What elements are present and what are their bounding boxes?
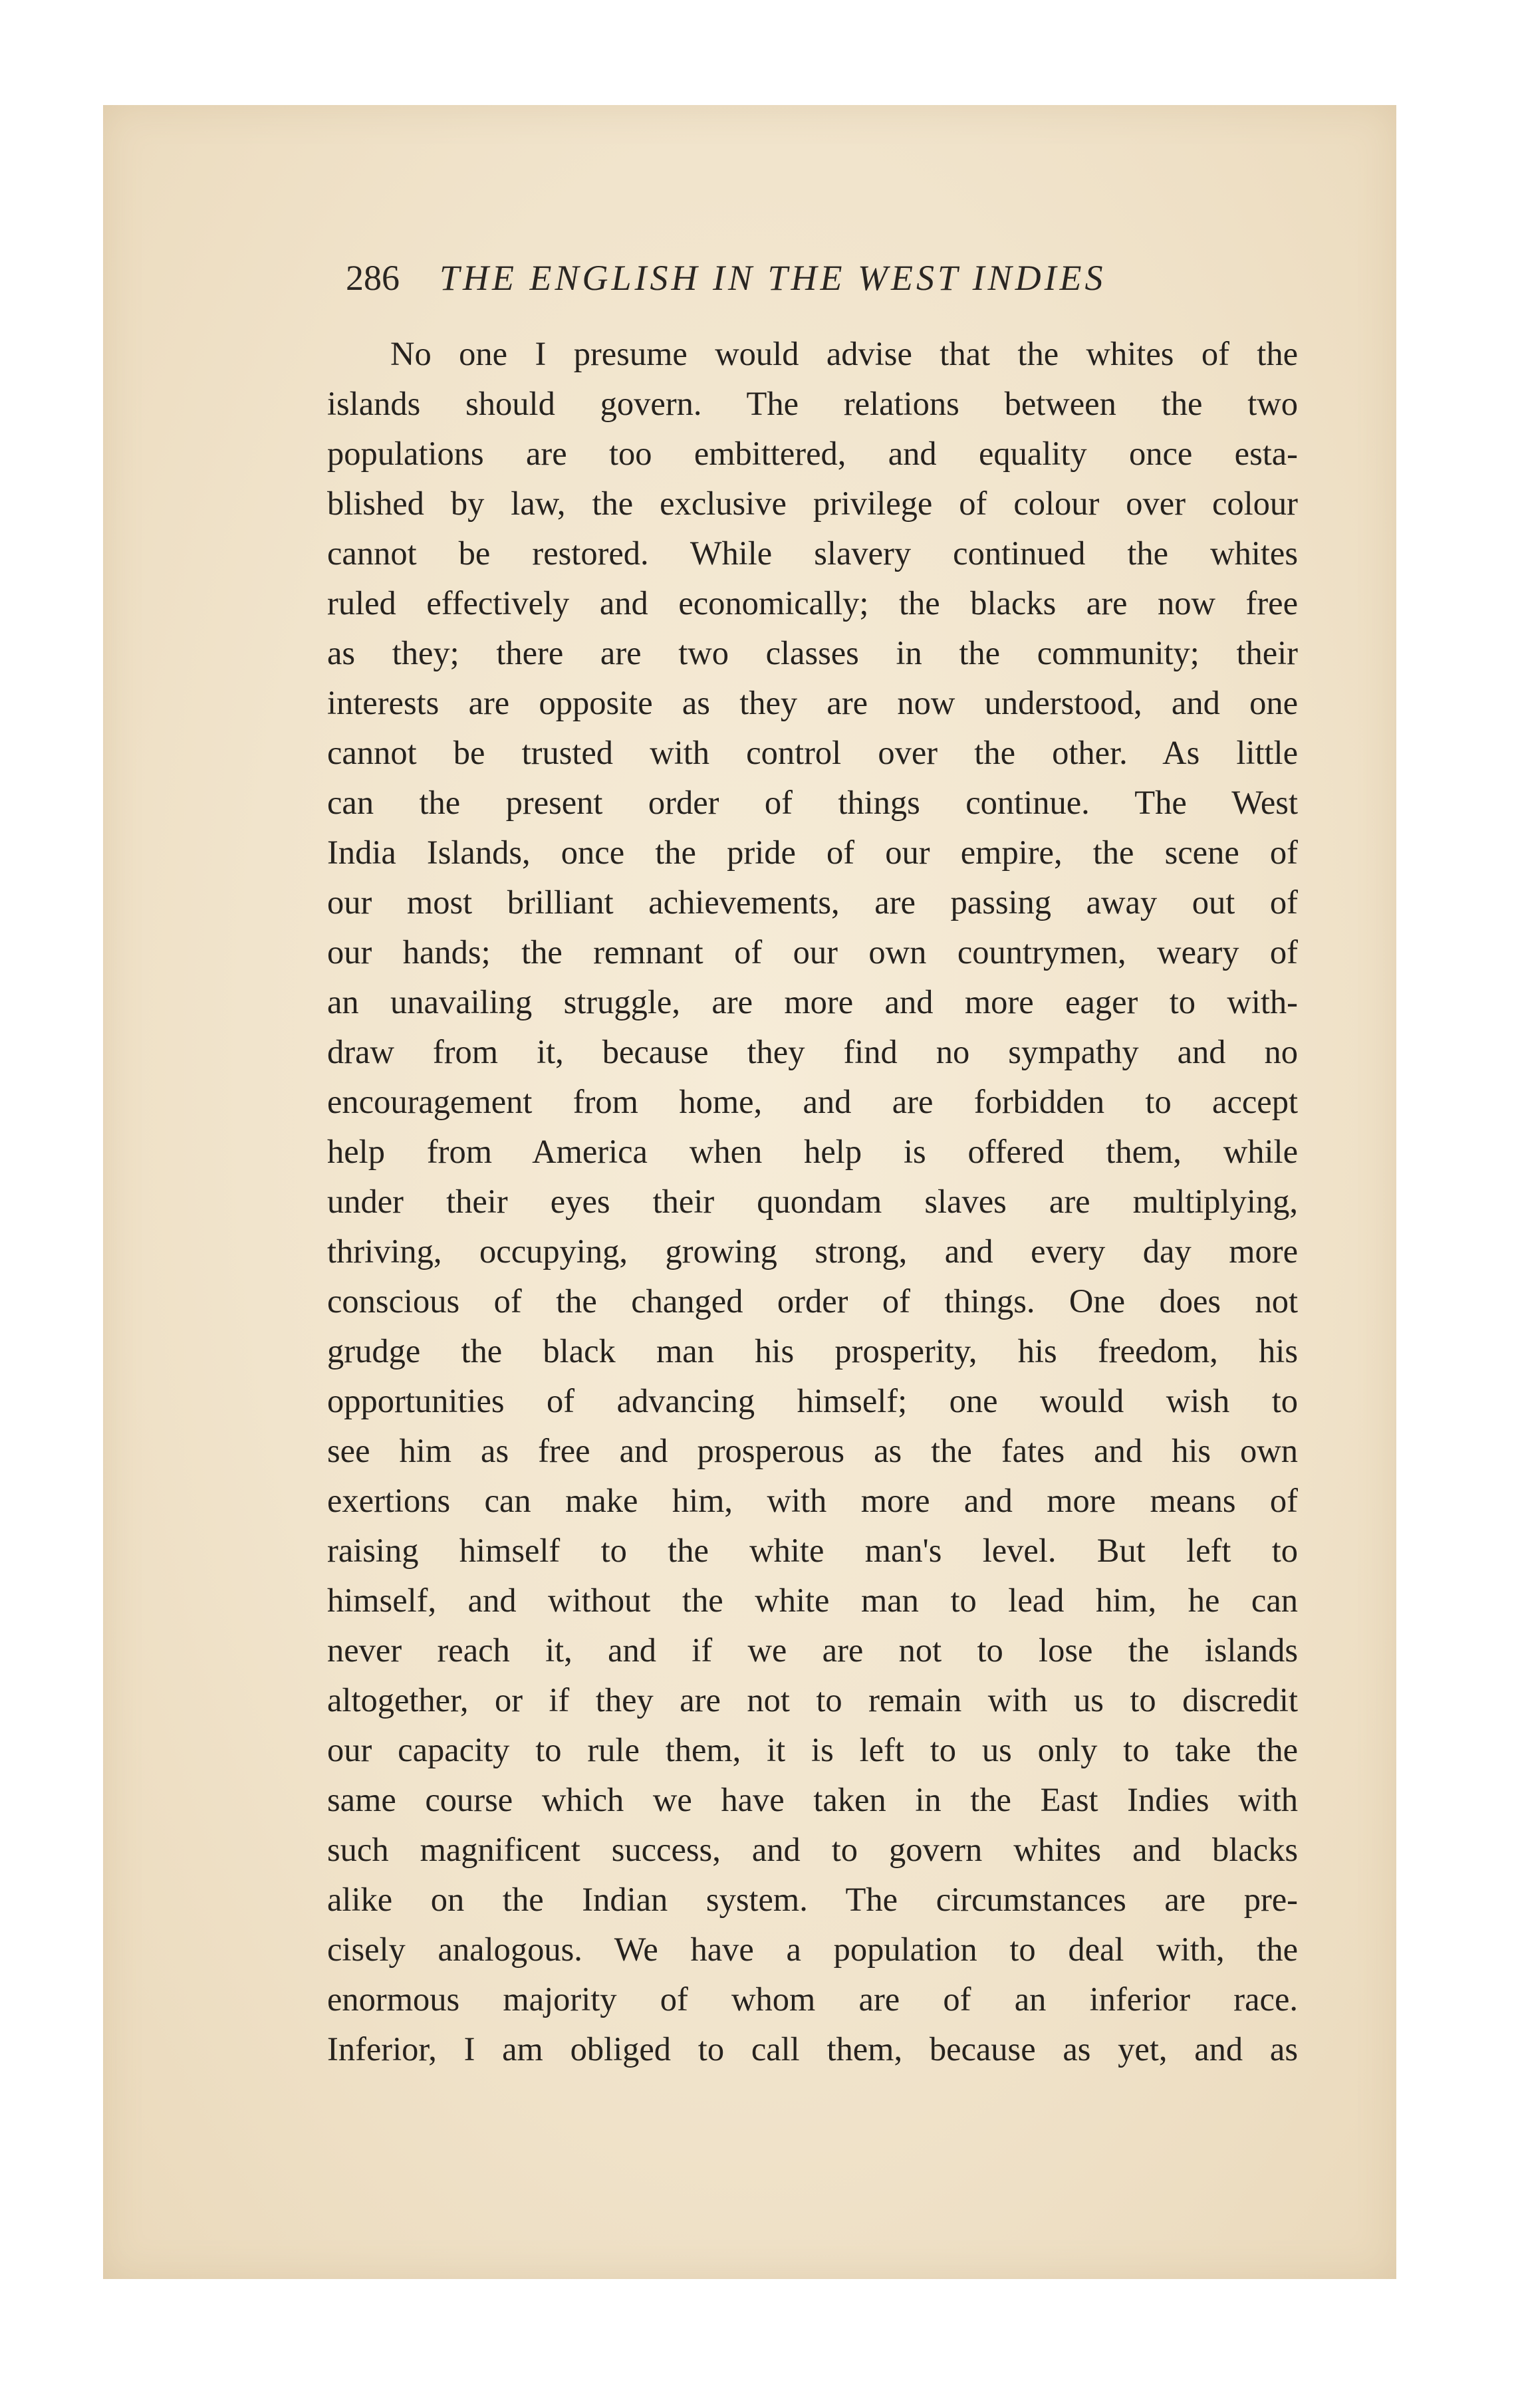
text-line: interests are opposite as they are now understood, and one xyxy=(327,684,1298,721)
text-line: No one I presume would advise that the whites of the xyxy=(390,335,1298,372)
text-line: alike on the Indian system. The circumstances are pre- xyxy=(327,1881,1298,1918)
text-line: islands should govern. The relations between the two xyxy=(327,385,1298,422)
text-line: an unavailing struggle, are more and more eager to with- xyxy=(327,983,1298,1021)
text-line: cannot be restored. While slavery continued the whites xyxy=(327,535,1298,572)
text-line: see him as free and prosperous as the fates and his own xyxy=(327,1432,1298,1469)
text-line: altogether, or if they are not to remain with us to discredit xyxy=(327,1681,1298,1719)
text-line: raising himself to the white man's level. But left to xyxy=(327,1532,1298,1569)
text-line: never reach it, and if we are not to lose the islands xyxy=(327,1631,1298,1669)
running-head xyxy=(346,251,1290,304)
text-line: blished by law, the exclusive privilege of colour over colour xyxy=(327,485,1298,522)
text-line: cannot be trusted with control over the other. As little xyxy=(327,734,1298,771)
text-line: himself, and without the white man to lead him, he can xyxy=(327,1582,1298,1619)
text-line: help from America when help is offered them, while xyxy=(327,1133,1298,1170)
body-paragraph xyxy=(327,329,1298,2074)
text-line: India Islands, once the pride of our empire, the scene of xyxy=(327,834,1298,871)
text-line: ruled effectively and economically; the blacks are now free xyxy=(327,584,1298,622)
text-line: thriving, occupying, growing strong, and every day more xyxy=(327,1233,1298,1270)
text-line: draw from it, because they find no sympathy and no xyxy=(327,1033,1298,1070)
text-line: such magnificent success, and to govern whites and blacks xyxy=(327,1831,1298,1868)
text-line: conscious of the changed order of things. One does not xyxy=(327,1282,1298,1320)
text-line: grudge the black man his prosperity, his freedom, his xyxy=(327,1332,1298,1370)
text-line: can the present order of things continue. The West xyxy=(327,784,1298,821)
book-title: THE ENGLISH IN THE WEST INDIES xyxy=(440,258,1106,298)
text-line: same course which we have taken in the East Indies with xyxy=(327,1781,1298,1818)
text-line: populations are too embittered, and equality once esta- xyxy=(327,435,1298,472)
text-line: cisely analogous. We have a population to deal with, the xyxy=(327,1931,1298,1968)
text-line: our hands; the remnant of our own countrymen, weary of xyxy=(327,933,1298,971)
text-line: opportunities of advancing himself; one would wish to xyxy=(327,1382,1298,1419)
text-line: our capacity to rule them, it is left to us only to take the xyxy=(327,1731,1298,1768)
text-line: encouragement from home, and are forbidden to accept xyxy=(327,1083,1298,1120)
page-number: 286 xyxy=(346,258,400,298)
text-line: our most brilliant achievements, are passing away out of xyxy=(327,884,1298,921)
text-line: Inferior, I am obliged to call them, because as yet, and as xyxy=(327,2030,1298,2068)
text-line: under their eyes their quondam slaves are multiplying, xyxy=(327,1183,1298,1220)
text-line: as they; there are two classes in the community; their xyxy=(327,634,1298,671)
text-line: enormous majority of whom are of an inferior race. xyxy=(327,1981,1298,2018)
text-line: exertions can make him, with more and more means of xyxy=(327,1482,1298,1519)
